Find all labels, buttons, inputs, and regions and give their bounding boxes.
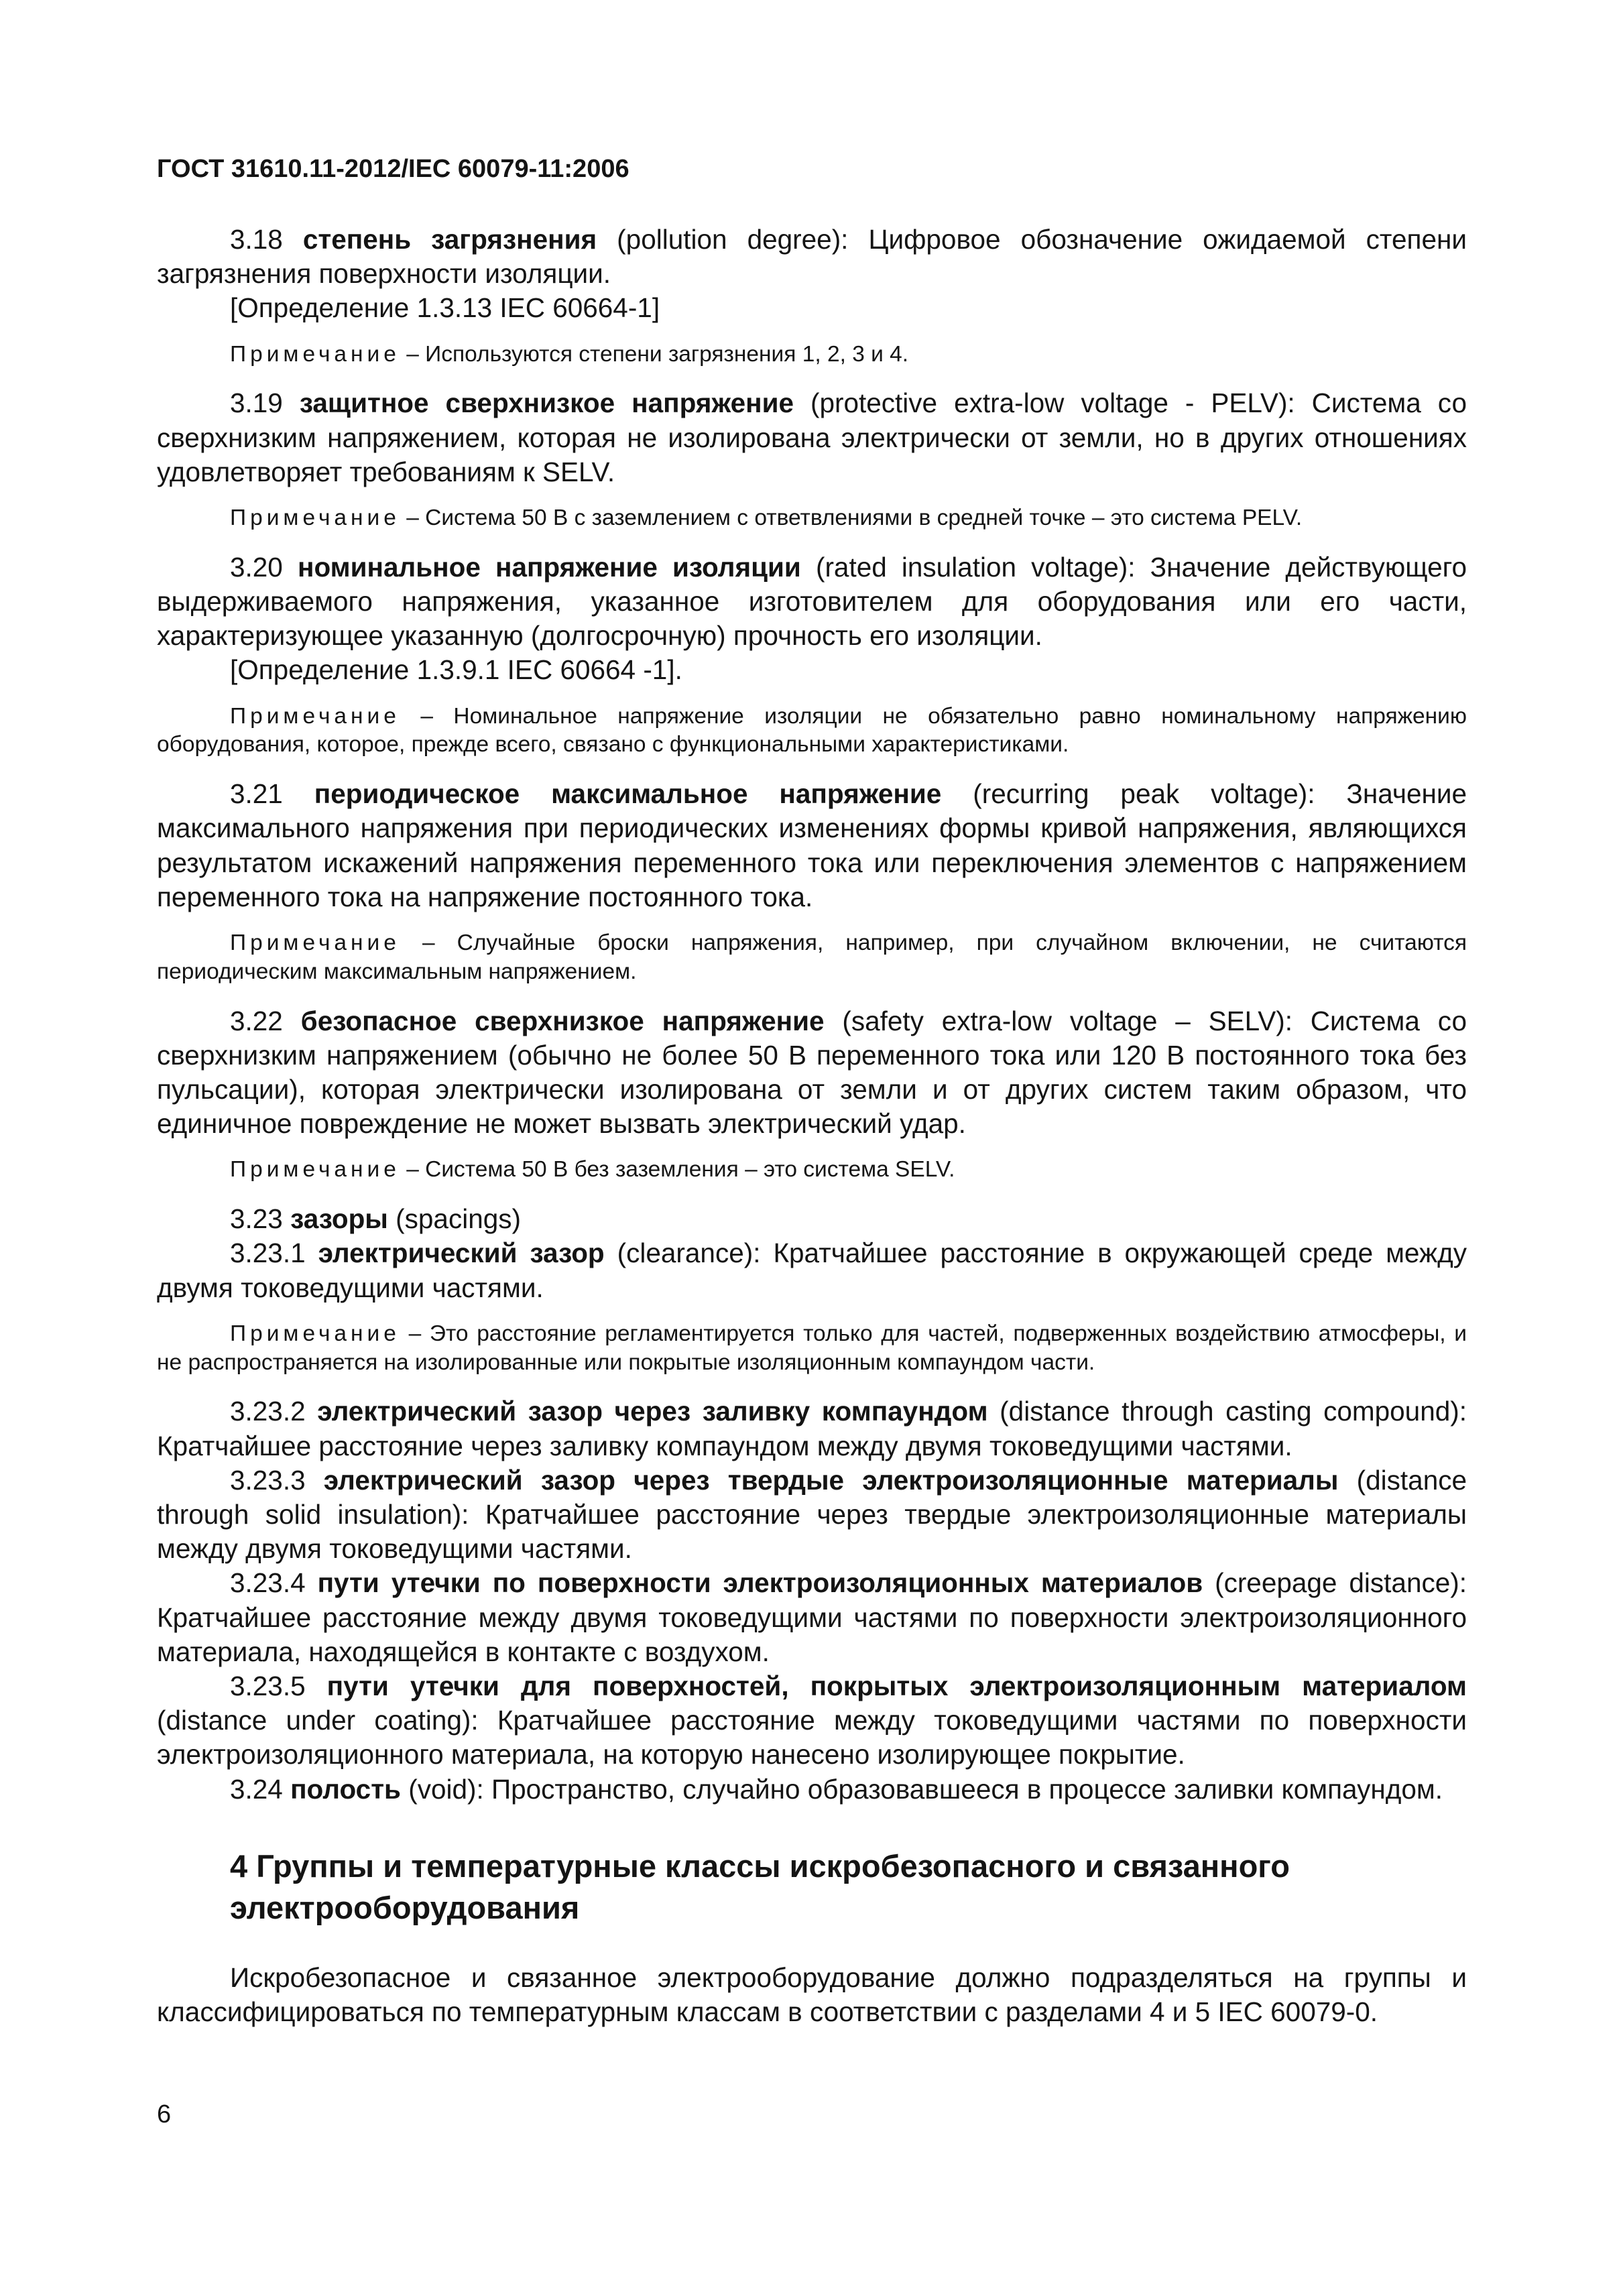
term-number: 3.22	[230, 1005, 283, 1036]
term-number: 3.23.2	[230, 1396, 306, 1427]
term-definition: (rated insulation voltage): Значение действующего выдерживаемого напряжения, указанное изготовителем для оборудования или его части, характеризующее указанную (долгосрочную) прочность его изоляции.	[157, 551, 1467, 652]
term-number: 3.21	[230, 778, 283, 810]
note-text: – Система 50 В с заземлением с ответвлениями в средней точке – это система PELV.	[400, 505, 1303, 531]
page-number: 6	[157, 2100, 172, 2128]
term-definition: (distance through solid insulation): Кратчайшее расстояние через твердые электроизоляционные материалы между двумя токоведущими частями.	[157, 1464, 1467, 1565]
term-name: электрический зазор через твердые электроизоляционные материалы	[323, 1464, 1339, 1496]
note-label: Примечание	[230, 1157, 400, 1183]
note-label: Примечание	[230, 341, 400, 367]
term-name: электрический зазор	[318, 1237, 605, 1269]
term-name: защитное сверхнизкое напряжение	[299, 387, 794, 419]
term-3-21-note	[157, 929, 1467, 987]
term-number: 3.23.5	[230, 1671, 306, 1702]
term-3-23-4	[157, 1566, 1467, 1669]
term-3-20-note	[157, 703, 1467, 760]
note-label: Примечание	[230, 703, 400, 729]
note-text: – Это расстояние регламентируется только для частей, подверженных воздействию атмосферы, и не распространяется на изолированные или покрытые изоляционным компаундом части.	[157, 1321, 1467, 1375]
term-definition: (recurring peak voltage): Значение максимального напряжения при периодических изменениях формы кривой напряжения, являющихся результатом искажений напряжения переменного тока или переключения элементов с напряжением переменного тока на напряжение постоянного тока.	[157, 778, 1467, 912]
term-definition: (clearance): Кратчайшее расстояние в окружающей среде между двумя токоведущими частями.	[157, 1237, 1467, 1303]
term-name: полость	[290, 1773, 401, 1805]
term-definition: (creepage distance): Кратчайшее расстояние между двумя токоведущими частями по поверхности электроизоляционного материала, находящейся в контакте с воздухом.	[157, 1567, 1467, 1667]
term-name: степень загрязнения	[302, 224, 597, 255]
section-4-body: Искробезопасное и связанное электрооборудование должно подразделяться на группы и классифицироваться по температурным классам в соответствии с разделами 4 и 5 IEC 60079-0.	[157, 1961, 1467, 2028]
term-definition: (safety extra-low voltage – SELV): Система со сверхнизким напряжением (обычно не более 50 В переменного тока или 120 В постоянного тока без пульсации), которая электрически изолирована от земли и от других систем таким образом, что единичное повреждение не может вызвать электрический удар.	[157, 1005, 1467, 1140]
term-name: пути утечки по поверхности электроизоляционных материалов	[317, 1567, 1203, 1599]
term-3-21	[157, 777, 1467, 914]
term-definition: (distance under coating): Кратчайшее расстояние между токоведущими частями по поверхности электроизоляционного материала, на которую нанесено изолирующее покрытие.	[157, 1705, 1467, 1770]
term-3-23	[157, 1202, 1467, 1236]
term-number: 3.18	[230, 224, 283, 255]
term-3-22-note	[157, 1156, 1467, 1185]
term-definition: (void): Пространство, случайно образовавшееся в процессе заливки компаундом.	[400, 1773, 1443, 1805]
note-text: – Случайные броски напряжения, например, при случайном включении, не считаются периодическим максимальным напряжением.	[157, 930, 1467, 984]
section-4-title: 4 Группы и температурные классы искробезопасного и связанного электрооборудования	[230, 1848, 1290, 1925]
term-3-18-note	[157, 341, 1467, 369]
note-text: – Система 50 В без заземления – это система SELV.	[400, 1157, 955, 1183]
term-3-22	[157, 1004, 1467, 1142]
term-number: 3.20	[230, 551, 283, 583]
term-3-23-2	[157, 1394, 1467, 1463]
term-definition: (spacings)	[387, 1203, 521, 1235]
term-3-23-1	[157, 1236, 1467, 1305]
page-content	[157, 223, 1467, 2029]
note-text: – Используются степени загрязнения 1, 2, 3 и 4.	[400, 341, 909, 367]
term-3-23-5	[157, 1669, 1467, 1772]
term-3-23-1-note	[157, 1320, 1467, 1378]
note-label: Примечание	[230, 505, 400, 531]
term-definition: (distance through casting compound): Кратчайшее расстояние через заливку компаундом между двумя токоведущими частями.	[157, 1396, 1467, 1461]
term-name: номинальное напряжение изоляции	[297, 551, 801, 583]
term-3-24	[157, 1772, 1467, 1807]
term-definition: (pollution degree): Цифровое обозначение ожидаемой степени загрязнения поверхности изоляции.	[157, 224, 1467, 290]
term-number: 3.19	[230, 387, 283, 419]
term-name: пути утечки для поверхностей, покрытых электроизоляционным материалом	[326, 1671, 1467, 1702]
note-label: Примечание	[230, 1321, 400, 1346]
term-name: периодическое максимальное напряжение	[314, 778, 942, 810]
term-3-19	[157, 386, 1467, 489]
term-3-18-reference: [Определение 1.3.13 IEC 60664-1]	[230, 292, 660, 324]
term-number: 3.23.1	[230, 1237, 306, 1269]
term-number: 3.24	[230, 1773, 283, 1805]
term-definition: (protective extra-low voltage - PELV): Система со сверхнизким напряжением, которая не изолирована электрически от земли, но в других отношениях удовлетворяет требованиям к SELV.	[157, 387, 1467, 487]
document-header: ГОСТ 31610.11-2012/IEC 60079-11:2006	[157, 155, 629, 183]
term-name: зазоры	[290, 1203, 388, 1235]
term-number: 3.23.4	[230, 1567, 306, 1599]
term-3-20	[157, 550, 1467, 654]
term-3-18	[157, 223, 1467, 291]
note-text: – Номинальное напряжение изоляции не обязательно равно номинальному напряжению оборудования, которое, прежде всего, связано с функциональными характеристиками.	[157, 703, 1467, 758]
term-name: безопасное сверхнизкое напряжение	[300, 1005, 825, 1036]
term-name: электрический зазор через заливку компаундом	[317, 1396, 988, 1427]
term-number: 3.23	[230, 1203, 283, 1235]
term-3-23-3	[157, 1463, 1467, 1567]
note-label: Примечание	[230, 930, 400, 956]
term-3-19-note	[157, 504, 1467, 533]
term-3-20-reference: [Определение 1.3.9.1 IEC 60664 -1].	[230, 654, 682, 686]
term-number: 3.23.3	[230, 1464, 306, 1496]
